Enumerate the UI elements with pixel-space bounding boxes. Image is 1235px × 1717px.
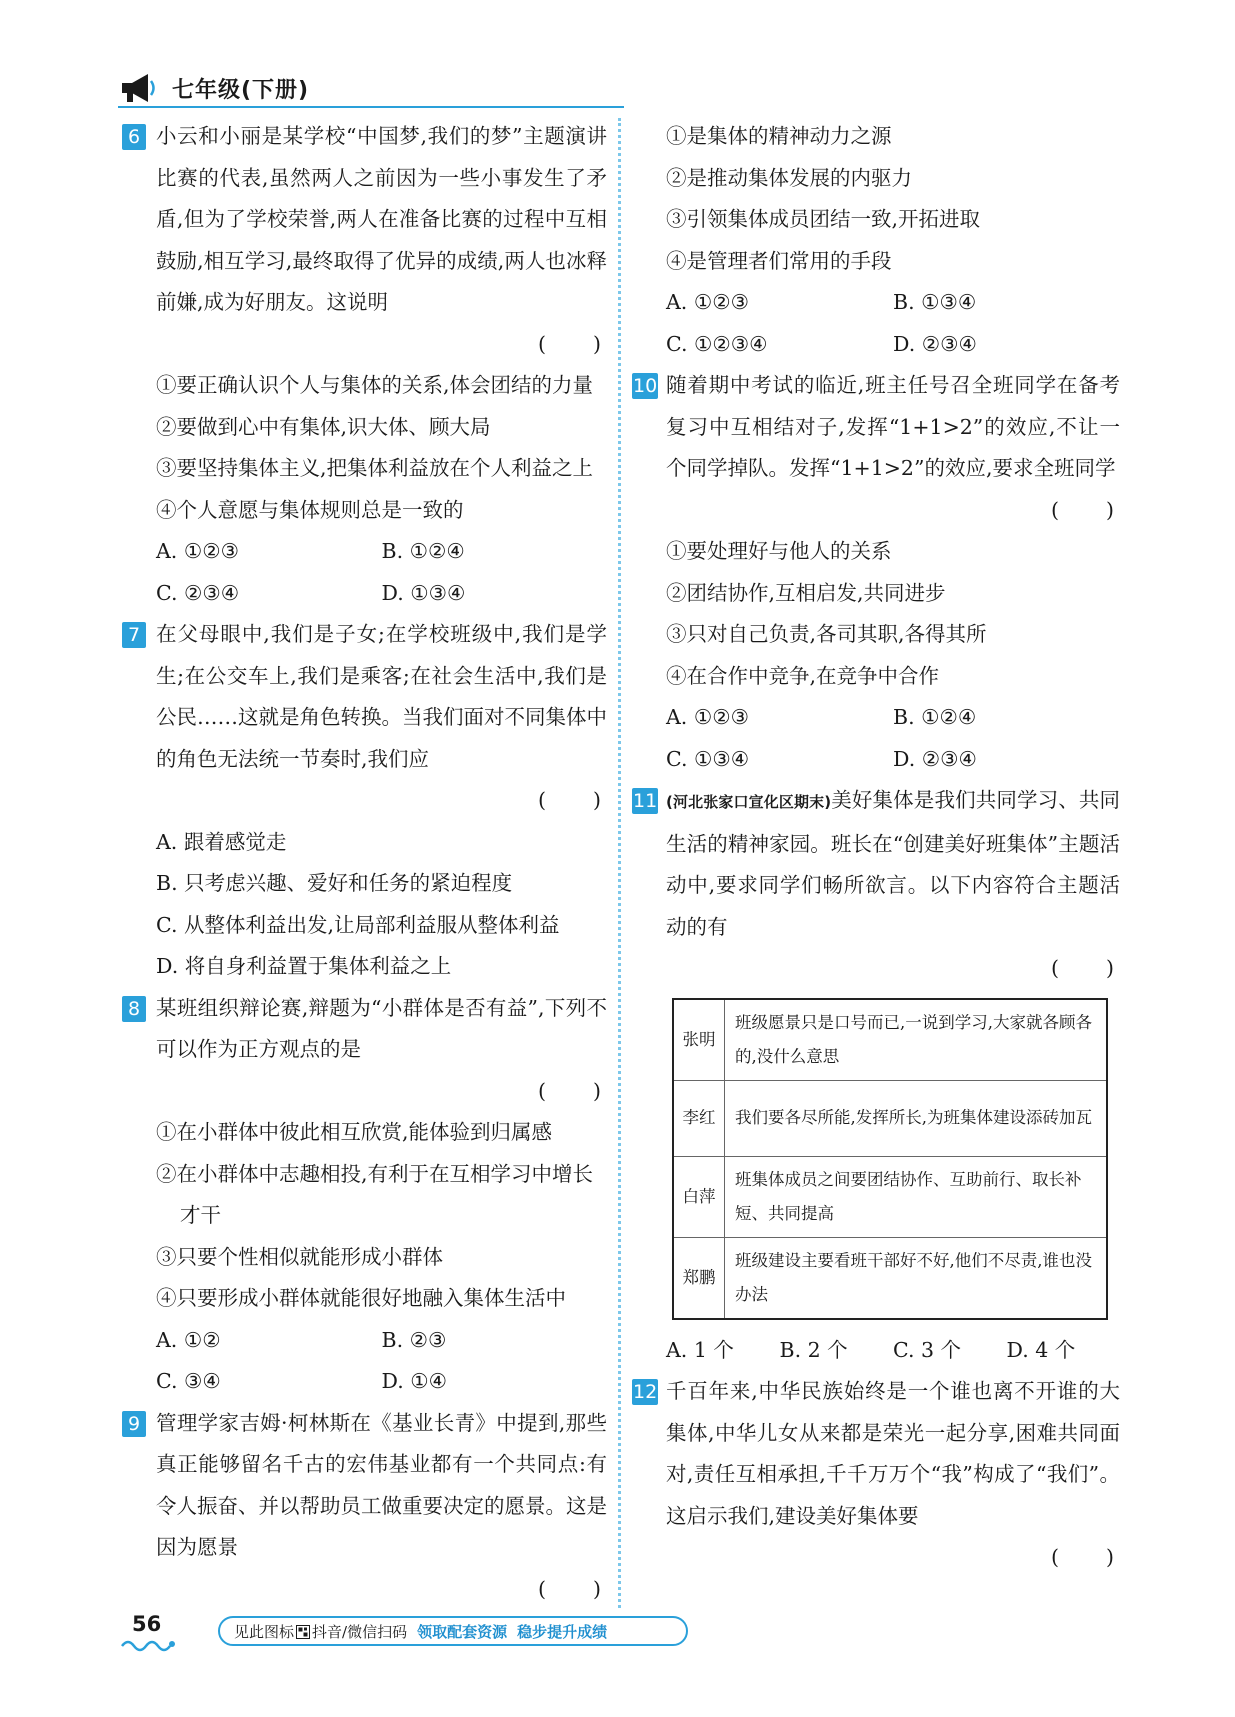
question-11 [632,780,1120,1371]
banner-highlight-a: 领取配套资源 [417,1622,508,1641]
page-header [118,70,309,106]
question-stem [666,780,1120,948]
wave-ornament-icon [120,1636,176,1652]
student-name: 李红 [673,1080,725,1156]
option-a: A. ①②③ [156,539,239,563]
option-a: A. ①② [156,1327,221,1352]
statement-item: ①在小群体中彼此相互欣赏,能体验到归属感 [156,1120,553,1144]
question-number: 12 [633,1381,658,1403]
answer-blank: ( ) [1051,1545,1116,1569]
answer-options [666,282,1120,365]
statement-item: ④是管理者们常用的手段 [666,248,892,273]
right-column [632,116,1120,1579]
question-stem: 小云和小丽是某学校“中国梦,我们的梦”主题演讲比赛的代表,虽然两人之前因为一些小事发生了矛盾,但为了学校荣誉,两人在准备比赛的过程中互相鼓励,相互学习,最终取得了优异的成绩,两人也冰释前嫌,成为好朋友。这说明 [156,124,607,314]
option-a: A. 1 个 [666,1337,734,1362]
column-divider [618,118,621,1608]
statement-item: ③只要个性相似就能形成小群体 [156,1244,443,1269]
statement-item: ①要正确认识个人与集体的关系,体会团结的力量 [156,373,594,397]
banner-text-a: 见此图标 [234,1622,295,1641]
option-d: D. 4 个 [1006,1337,1076,1362]
answer-options [156,531,607,614]
student-name: 白萍 [673,1156,725,1237]
option-b: B. ①②④ [893,705,977,729]
question-source: (河北张家口宣化区期末) [666,793,832,811]
statement-item: ②团结协作,互相启发,共同进步 [666,580,946,605]
header-rule [118,106,624,108]
question-9-continued [632,116,1120,365]
option-d: D. 将自身利益置于集体利益之上 [156,954,452,978]
book-title: 七年级(下册) [172,77,310,103]
student-opinion: 班级愿景只是口号而已,一说到学习,大家就各顾各的,没什么意思 [725,999,1108,1081]
option-b: B. ①③④ [893,290,977,314]
question-stem: 在父母眼中,我们是子女;在学校班级中,我们是学生;在公交车上,我们是乘客;在社会生活中,我们是公民……这就是角色转换。当我们面对不同集体中的角色无法统一节奏时,我们应 [156,622,607,771]
page-number: 56 [132,1612,162,1636]
option-d: D. ②③④ [893,331,977,356]
statement-item: ②是推动集体发展的内驱力 [666,165,912,190]
option-c: C. ①②③④ [666,331,768,356]
option-a: A. 跟着感觉走 [156,829,287,854]
table-row [673,1237,1107,1319]
answer-blank: ( ) [538,788,603,812]
left-column [122,116,607,1610]
table-row [673,999,1107,1081]
student-opinion: 我们要各尽所能,发挥所长,为班集体建设添砖加瓦 [725,1080,1108,1156]
statement-item: ③引领集体成员团结一致,开拓进取 [666,207,981,231]
question-stem-text: 美好集体是我们共同学习、共同生活的精神家园。班长在“创建美好班集体”主题活动中,要求同学们畅所欲言。以下内容符合主题活动的有 [666,788,1120,939]
option-b: B. ①②④ [381,539,465,563]
option-c: C. ③④ [156,1369,221,1393]
question-8 [122,988,607,1403]
banner-highlight-b: 稳步提升成绩 [517,1622,608,1641]
option-d: D. ①③④ [381,580,466,605]
banner-text [234,1621,407,1642]
question-stem: 随着期中考试的临近,班主任号召全班同学在备考复习中互相结对子,发挥“1+1>2”的效应,不让一个同学掉队。发挥“1+1>2”的效应,要求全班同学 [666,373,1120,480]
option-a: A. ①②③ [666,705,749,729]
option-d: D. ①④ [381,1369,447,1393]
question-stem: 某班组织辩论赛,辩题为“小群体是否有益”,下列不可以作为正方观点的是 [156,995,607,1061]
question-number: 11 [633,790,658,812]
option-c: C. ②③④ [156,580,240,605]
question-12 [632,1371,1120,1579]
statement-item: ④在合作中竞争,在竞争中合作 [666,663,940,688]
table-row [673,1156,1107,1237]
option-b: B. 只考虑兴趣、爱好和任务的紧迫程度 [156,871,513,895]
statement-item: ④只要形成小群体就能很好地融入集体生活中 [156,1286,566,1310]
option-c: C. ①③④ [666,746,750,771]
opinions-table [672,998,1108,1320]
question-7 [122,614,607,988]
statement-item: ②要做到心中有集体,识大体、顾大局 [156,414,491,439]
student-name: 郑鹏 [673,1237,725,1319]
statement-item: ④个人意愿与集体规则总是一致的 [156,497,464,522]
question-stem: 管理学家吉姆·柯林斯在《基业长青》中提到,那些真正能够留名千古的宏伟基业都有一个共同点:有令人振奋、并以帮助员工做重要决定的愿景。这是因为愿景 [156,1410,607,1559]
question-number: 9 [122,1411,146,1437]
answer-blank: ( ) [1051,497,1116,522]
option-c: C. 3 个 [893,1337,962,1362]
statement-item: ①是集体的精神动力之源 [666,124,892,148]
option-b: B. ②③ [381,1327,447,1352]
question-number: 6 [122,124,146,150]
answer-blank: ( ) [1051,956,1116,980]
answer-blank: ( ) [538,331,603,356]
question-stem: 千百年来,中华民族始终是一个谁也离不开谁的大集体,中华儿女从来都是荣光一起分享,困难共同面对,责任互相承担,千千万万个“我”构成了“我们”。这启示我们,建设美好集体要 [666,1379,1120,1528]
option-b: B. 2 个 [779,1337,848,1362]
table-row [673,1080,1107,1156]
qr-code-icon [296,1625,310,1639]
option-d: D. ②③④ [893,746,977,771]
statement-item: ②在小群体中志趣相投,有利于在互相学习中增长才干 [156,1161,594,1227]
answer-options [666,697,1120,780]
answer-blank: ( ) [538,1576,603,1601]
answer-options [666,1330,1120,1372]
question-10 [632,365,1120,780]
student-opinion: 班集体成员之间要团结协作、互助前行、取长补短、共同提高 [725,1156,1108,1237]
megaphone-icon [118,71,158,105]
statement-item: ③要坚持集体主义,把集体利益放在个人利益之上 [156,456,594,480]
student-name: 张明 [673,999,725,1081]
banner-text-b: 抖音/微信扫码 [312,1622,408,1641]
question-9 [122,1403,607,1611]
question-6 [122,116,607,614]
answer-options [156,1320,607,1403]
question-number: 10 [633,375,658,397]
scan-promo-banner [218,1616,688,1646]
student-opinion: 班级建设主要看班干部好不好,他们不尽责,谁也没办法 [725,1237,1108,1319]
question-number: 7 [122,622,146,648]
answer-blank: ( ) [538,1078,603,1103]
statement-item: ③只对自己负责,各司其职,各得其所 [666,622,987,646]
option-c: C. 从整体利益出发,让局部利益服从整体利益 [156,912,560,937]
question-number: 8 [122,996,146,1022]
statement-item: ①要处理好与他人的关系 [666,539,892,563]
option-a: A. ①②③ [666,290,749,314]
